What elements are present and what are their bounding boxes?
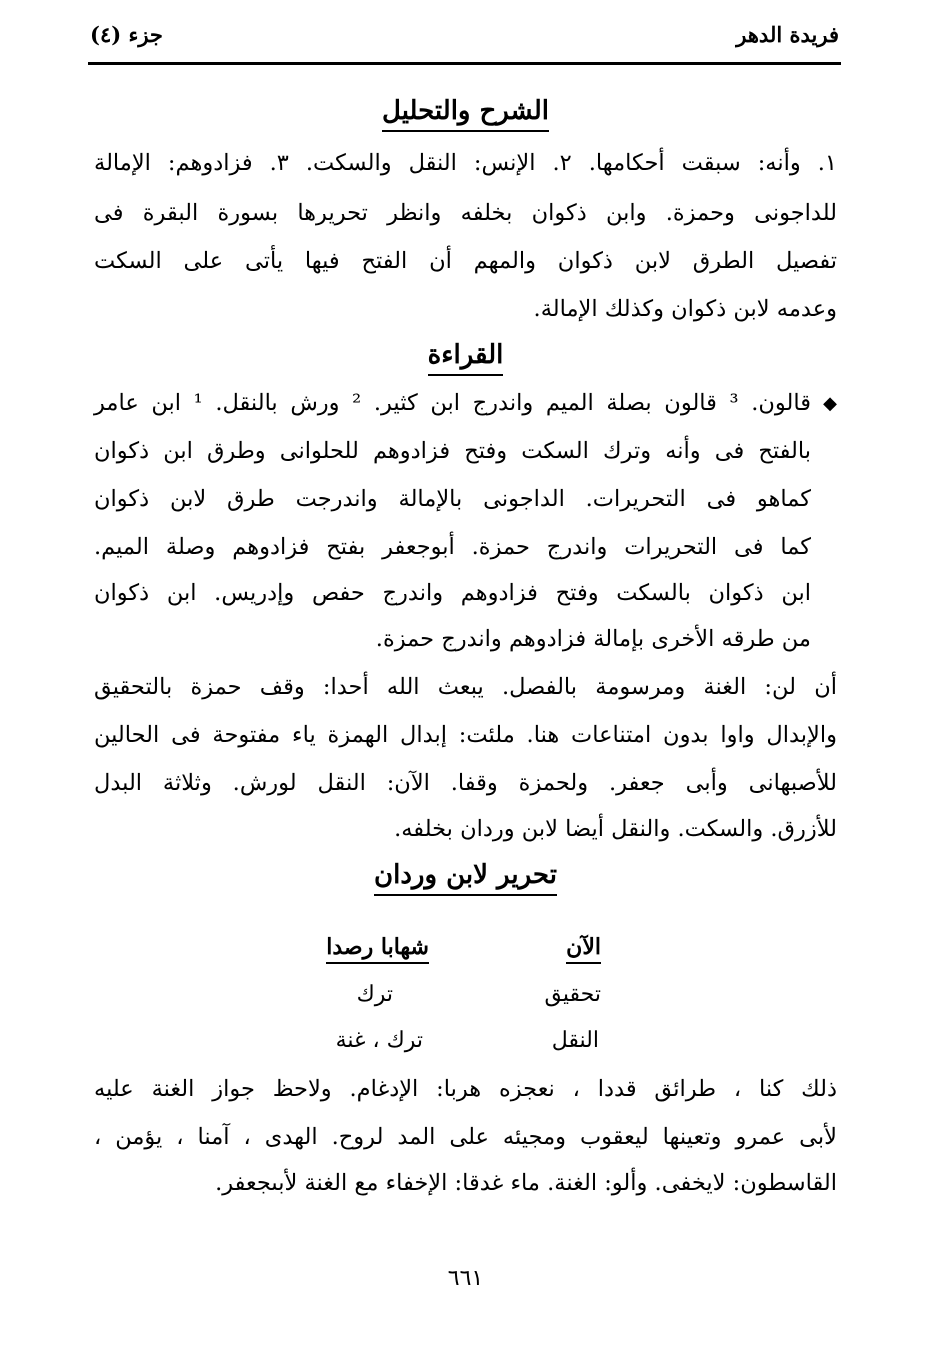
reading-line: كماهو فى التحريرات. الداجونى بالإمالة واندرجت طرق لابن ذكوان bbox=[94, 486, 811, 512]
tahrir-cell: ترك ، غنة bbox=[335, 1028, 423, 1053]
bullet-diamond-icon: ◆ bbox=[823, 393, 837, 414]
section-heading-reading: القراءة bbox=[0, 342, 931, 376]
tahrir-cell: تحقيق bbox=[544, 982, 601, 1007]
reading-line: ابن ذكوان بالسكت وفتح فزادوهم واندرج حفص وإدريس. ابن ذكوان bbox=[94, 580, 811, 606]
explanation-line: وعدمه لابن ذكوان وكذلك الإمالة. bbox=[533, 296, 837, 322]
notes-line: أن لن: الغنة ومرسومة بالفصل. يبعث الله أحدا: وقف حمزة بالتحقيق bbox=[94, 674, 837, 700]
reading-line: بالفتح فى وأنه وترك السكت وفتح فزادوهم للحلوانى وطرق ابن ذكوان bbox=[94, 438, 811, 464]
reading-line: كما فى التحريرات واندرج حمزة. أبوجعفر بفتح فزادوهم وصلة الميم. bbox=[94, 534, 811, 560]
final-line: القاسطون: لايخفى. وألو: الغنة. ماء غدقا: الإخفاء مع الغنة لأبىجعفر. bbox=[215, 1170, 837, 1196]
notes-line: للأزرق. والسكت. والنقل أيضا لابن وردان بخلفه. bbox=[394, 816, 837, 842]
tahrir-cell: النقل bbox=[551, 1028, 599, 1053]
notes-line: للأصبهانى وأبى جعفر. ولحمزة وقفا. الآن: النقل لورش. وثلاثة البدل bbox=[94, 770, 837, 796]
notes-line: والإبدال واوا بدون امتناعات هنا. ملئت: إبدال الهمزة ياء مفتوحة فى الحالين bbox=[94, 722, 837, 748]
reading-line: قالون. ³ قالون بصلة الميم واندرج ابن كثير. ² ورش بالنقل. ¹ ابن عامر bbox=[94, 390, 811, 416]
section-heading-explanation: الشرح والتحليل bbox=[0, 98, 931, 132]
running-header-title: فريدة الدهر bbox=[736, 22, 839, 47]
tahrir-column-header-shihaban: شهابا رصدا bbox=[326, 936, 429, 964]
tahrir-cell: ترك bbox=[356, 982, 393, 1007]
final-line: لأبى عمرو وتعينها ليعقوب ومجيئه على المد لروح. الهدى ، آمنا ، يؤمن ، bbox=[94, 1124, 837, 1150]
running-header-part: جزء (٤) bbox=[90, 22, 163, 47]
section-heading-tahrir: تحرير لابن وردان bbox=[0, 862, 931, 896]
reading-line: من طرقه الأخرى بإمالة فزادوهم واندرج حمزة. bbox=[375, 626, 811, 652]
explanation-line: تفصيل الطرق لابن ذكوان والمهم أن الفتح فيها يأتى على السكت bbox=[94, 248, 837, 274]
explanation-line: للداجونى وحمزة. وابن ذكوان بخلفه وانظر تحريرها بسورة البقرة فى bbox=[94, 200, 837, 226]
explanation-line: ١. وأنه: سبقت أحكامها. ٢. الإنس: النقل والسكت. ٣. فزادوهم: الإمالة bbox=[94, 150, 837, 176]
final-line: ذلك كنا ، طرائق قددا ، نعجزه هربا: الإدغام. ولاحظ جواز الغنة عليه bbox=[94, 1076, 837, 1102]
page-number: ٦٦١ bbox=[447, 1266, 484, 1291]
header-rule bbox=[88, 62, 841, 65]
tahrir-column-header-alaan: الآن bbox=[566, 936, 601, 964]
